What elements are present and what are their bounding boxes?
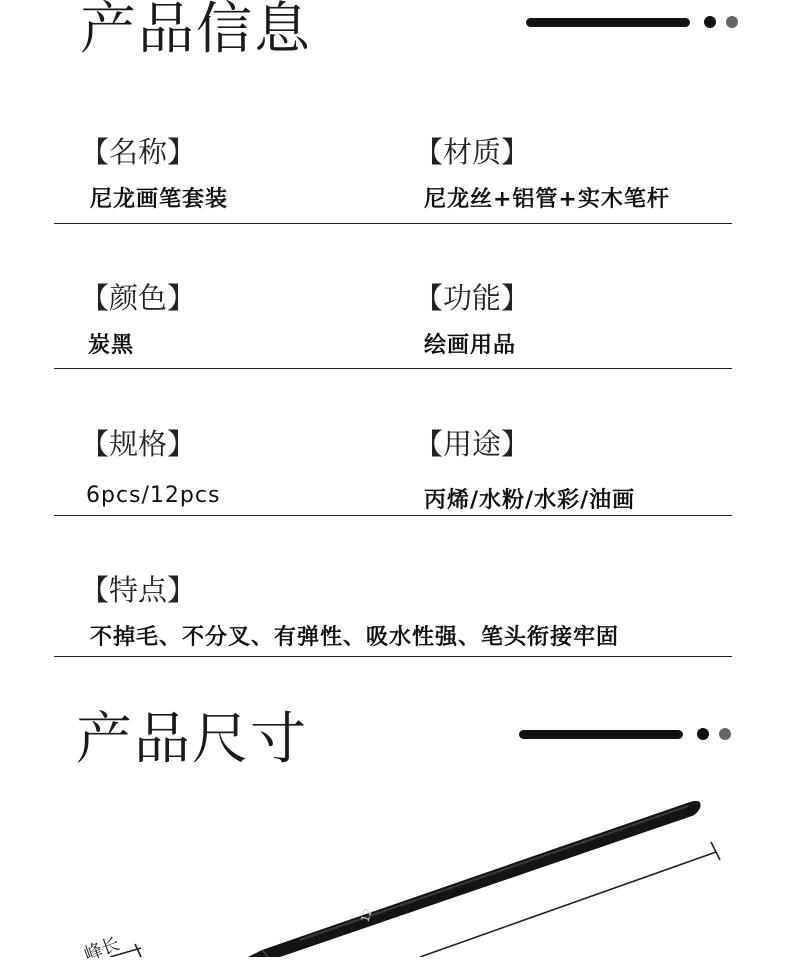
- features-value: 不掉毛、不分叉、有弹性、吸水性强、笔头衔接牢固: [90, 625, 620, 650]
- color-value: 炭黑: [88, 333, 135, 358]
- measurement-line: [420, 842, 720, 957]
- material-label: 【材质】: [414, 135, 531, 169]
- brush-illustration: [0, 780, 790, 957]
- usage-label: 【用途】: [414, 427, 531, 461]
- product-size-title: 产品尺寸: [76, 707, 308, 772]
- material-value: 尼龙丝+铝管+实木笔杆: [424, 187, 670, 212]
- function-label: 【功能】: [414, 281, 531, 315]
- decor-dot: [726, 16, 738, 28]
- divider: [54, 223, 732, 224]
- title-decoration: [519, 725, 734, 745]
- function-value: 绘画用品: [424, 333, 517, 358]
- spec-label: 【规格】: [80, 427, 197, 461]
- name-value: 尼龙画笔套装: [90, 187, 229, 212]
- decor-dot: [719, 728, 731, 740]
- brush-handle: [248, 801, 701, 957]
- tip-tick: [135, 944, 141, 957]
- product-info-title: 产品信息: [80, 0, 312, 62]
- features-label: 【特点】: [80, 573, 197, 607]
- brush-number: 12: [358, 906, 376, 924]
- decor-bar: [519, 730, 683, 739]
- title-decoration: [526, 13, 741, 33]
- divider: [54, 515, 732, 516]
- spec-value: 6pcs/12pcs: [86, 483, 221, 508]
- usage-value: 丙烯/水粉/水彩/油画: [424, 488, 636, 513]
- divider: [54, 656, 732, 657]
- decor-bar: [526, 18, 690, 27]
- name-label: 【名称】: [80, 135, 197, 169]
- decor-dot: [697, 728, 709, 740]
- color-label: 【颜色】: [80, 281, 197, 315]
- tip-length-label: 峰长: [81, 933, 123, 966]
- decor-dot: [704, 16, 716, 28]
- divider: [54, 368, 732, 369]
